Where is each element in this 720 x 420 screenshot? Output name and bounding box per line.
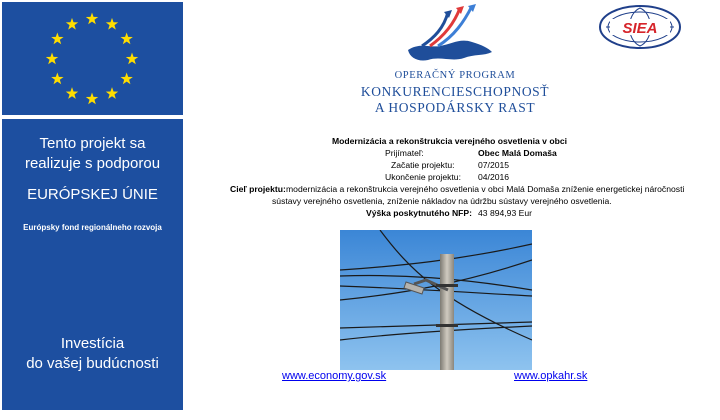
eu-star-icon (46, 53, 58, 65)
start-label: Začatie projektu: (391, 160, 455, 170)
street-light-photo (340, 230, 532, 370)
eu-star-icon (66, 87, 78, 99)
eu-stars (2, 2, 183, 115)
project-title: Modernizácia a rekonštrukcia verejného osvetlenia v obci (332, 136, 567, 146)
eu-star-icon (120, 33, 132, 45)
recipient-value: Obec Malá Domaša (478, 148, 557, 158)
eu-star-icon (51, 33, 63, 45)
program-name-line2: A HOSPODÁRSKY RAST (374, 100, 536, 115)
eu-star-icon (126, 53, 138, 65)
fund-name: Európsky fond regionálneho rozvoja (23, 223, 162, 232)
eu-star-icon (106, 87, 118, 99)
op-logo (400, 2, 500, 70)
eu-star-icon (106, 18, 118, 30)
support-text-line1: Tento projekt sa (39, 135, 146, 152)
start-value: 07/2015 (478, 160, 510, 170)
eu-star-icon (51, 73, 63, 85)
eu-star-icon (120, 73, 132, 85)
goal-label: Cieľ projektu: (230, 184, 286, 194)
amount-value: 43 894,93 Eur (478, 208, 532, 218)
support-text-line2: realizuje s podporou (24, 155, 161, 172)
program-name-line1: KONKURENCIESCHOPNOSŤ (360, 84, 550, 99)
slogan-line1: Investícia (60, 335, 125, 352)
opkahr-link[interactable]: www.opkahr.sk (514, 370, 588, 382)
economy-link[interactable]: www.economy.gov.sk (282, 370, 387, 382)
eu-flag (2, 2, 183, 115)
siea-logo (596, 4, 684, 50)
amount-label: Výška poskytnutého NFP: (366, 208, 473, 218)
program-label: OPERAČNÝ PROGRAM (394, 70, 516, 81)
eu-star-icon (86, 13, 98, 25)
eu-name: EURÓPSKEJ ÚNIE (27, 186, 158, 203)
end-value: 04/2016 (478, 172, 510, 182)
eu-star-icon (86, 93, 98, 105)
goal-text-line2: sústavy verejného osvetlenia, zníženie nákladov na údržbu sústavy verejného osvetlenia. (272, 196, 612, 206)
goal-text-line1: modernizácia a rekonštrukcia verejného osvetlenia v obci Malá Domaša zníženie energetickej náročnosti (286, 184, 685, 194)
eu-support-panel (2, 119, 183, 410)
eu-star-icon (66, 18, 78, 30)
program-title (340, 70, 570, 116)
recipient-label: Prijímateľ: (385, 148, 424, 158)
left-panel (0, 0, 186, 420)
siea-logo-text: SIEA (622, 20, 658, 37)
slogan-line2: do vašej budúcnosti (26, 355, 159, 372)
end-label: Ukončenie projektu: (385, 172, 461, 182)
